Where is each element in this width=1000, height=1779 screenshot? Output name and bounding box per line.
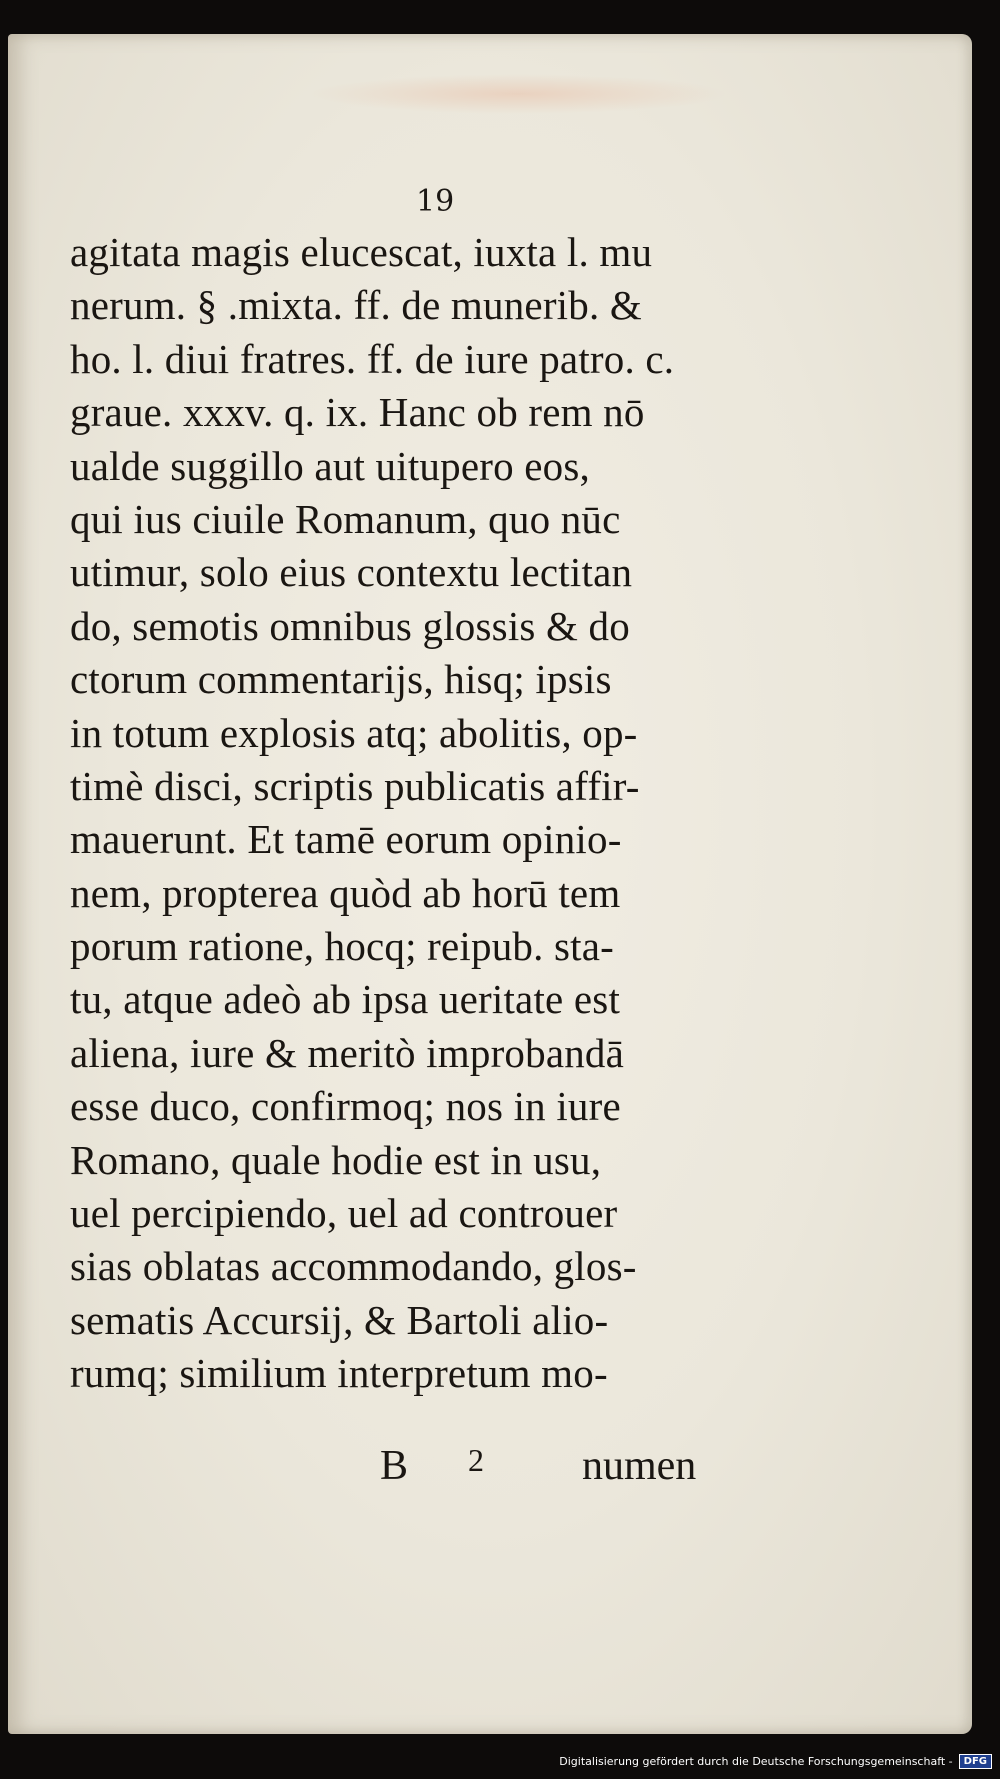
- dfg-logo: DFG: [959, 1754, 992, 1769]
- text-line: graue. xxxv. q. ix. Hanc ob rem nō: [70, 389, 645, 436]
- credit-text: Digitalisierung gefördert durch die Deutsche Forschungsgemeinschaft -: [559, 1754, 953, 1768]
- book-page: [8, 34, 972, 1734]
- text-line: esse duco, confirmoq; nos in iure: [70, 1083, 621, 1130]
- text-line: mauerunt. Et tamē eorum opinio-: [70, 816, 622, 863]
- text-line: in totum explosis atq; abolitis, op-: [70, 709, 638, 756]
- paper-stain: [308, 74, 728, 114]
- text-line: tu, atque adeò ab ipsa ueritate est: [70, 976, 621, 1023]
- signature-mark: B: [380, 1443, 409, 1489]
- text-line: utimur, solo eius contextu lectitan: [70, 549, 633, 596]
- text-line: sias oblatas accommodando, glos-: [70, 1243, 637, 1290]
- text-block: [70, 226, 760, 1401]
- text-line: Romano, quale hodie est in usu,: [70, 1136, 602, 1183]
- text-line: nem, propterea quòd ab horū tem: [70, 869, 621, 916]
- catchword: numen: [582, 1443, 697, 1489]
- text-line: ctorum commentarijs, hisq; ipsis: [70, 656, 612, 703]
- text-line: ualde suggillo aut uitupero eos,: [70, 442, 590, 489]
- text-line: nerum. § .mixta. ff. de munerib. &: [70, 282, 642, 329]
- text-line: timè disci, scriptis publicatis affir-: [70, 762, 640, 809]
- text-line: sematis Accursij, & Bartoli alio-: [70, 1296, 609, 1343]
- text-line: uel percipiendo, uel ad controuer: [70, 1190, 618, 1237]
- digitization-credit: [559, 1751, 992, 1771]
- text-line: agitata magis elucescat, iuxta l. mu: [70, 229, 653, 275]
- text-line: rumq; similium interpretum mo-: [70, 1350, 608, 1397]
- text-line: ho. l. diui fratres. ff. de iure patro. c.: [70, 335, 675, 382]
- page-number: 19: [416, 184, 455, 219]
- text-line: do, semotis omnibus glossis & do: [70, 602, 630, 649]
- text-line: aliena, iure & meritò improbandā: [70, 1029, 625, 1076]
- text-line: porum ratione, hocq; reipub. sta-: [70, 923, 615, 970]
- signature-number: 2: [468, 1442, 484, 1478]
- text-line: qui ius ciuile Romanum, quo nūc: [70, 495, 621, 542]
